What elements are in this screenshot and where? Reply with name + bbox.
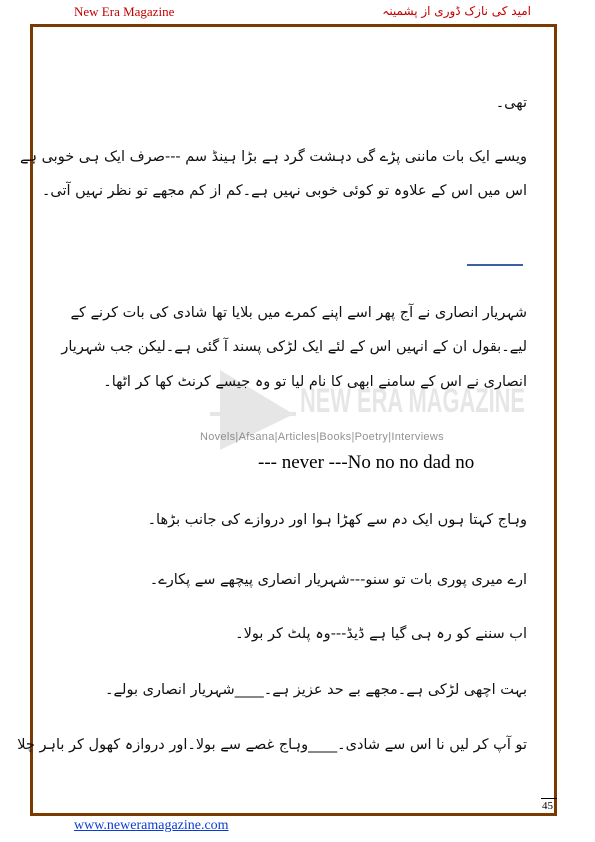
- text-line-1: تھی۔: [495, 95, 527, 111]
- novel-title: امید کی نازک ڈوری از پشمینہ: [382, 4, 531, 18]
- text-line-3: اس میں اس کے علاوہ تو کوئی خوبی نہیں ہے۔کم از کم مجھے تو نظر نہیں آتی۔: [41, 183, 527, 199]
- text-line-4: شہریار انصاری نے آج پھر اسے اپنے کمرے میں بلایا تھا شادی کی بات کرنے کے: [70, 305, 527, 321]
- text-line-10: اب سننے کو رہ ہی گیا ہے ڈیڈ---وہ پلٹ کر بولا۔: [235, 626, 527, 642]
- magazine-name: New Era Magazine: [74, 4, 175, 19]
- website-link[interactable]: www.neweramagazine.com: [74, 818, 229, 833]
- watermark-logo-text: NEW ERA MAGAZINE: [300, 382, 525, 420]
- section-separator: [467, 264, 523, 266]
- page-number-rule: [541, 798, 557, 799]
- watermark-tagline: Novels|Afsana|Articles|Books|Poetry|Interviews: [200, 431, 444, 443]
- page-number: 45: [542, 800, 553, 812]
- english-line: --- never ---No no no dad no: [258, 452, 475, 473]
- text-line-5: لیے۔بقول ان کے انہیں اس کے لئے ایک لڑکی پسند آ گئی ہے۔لیکن جب شہریار: [61, 339, 527, 355]
- text-line-11: بہت اچھی لڑکی ہے۔مجھے بے حد عزیز ہے۔____شہریار انصاری بولے۔: [105, 682, 527, 698]
- text-line-2: ویسے ایک بات ماننی پڑے گی دہشت گرد ہے بڑا ہینڈ سم ---صرف ایک ہی خوبی ہے: [20, 149, 527, 165]
- watermark-logo: [200, 350, 530, 460]
- text-line-9: ارے میری پوری بات تو سنو---شہریار انصاری پیچھے سے پکارے۔: [149, 572, 527, 588]
- text-line-8: وہاج کہتا ہوں ایک دم سے کھڑا ہوا اور دروازے کی جانب بڑھا۔: [147, 512, 527, 528]
- text-line-6: انصاری نے اس کے سامنے ابھی کا نام لیا تو وہ جیسے کرنٹ کھا کر اٹھا۔: [103, 374, 527, 390]
- text-line-12: تو آپ کر لیں نا اس سے شادی۔____وہاج غصے سے بولا۔اور دروازہ کھول کر باہر چلا: [17, 737, 527, 753]
